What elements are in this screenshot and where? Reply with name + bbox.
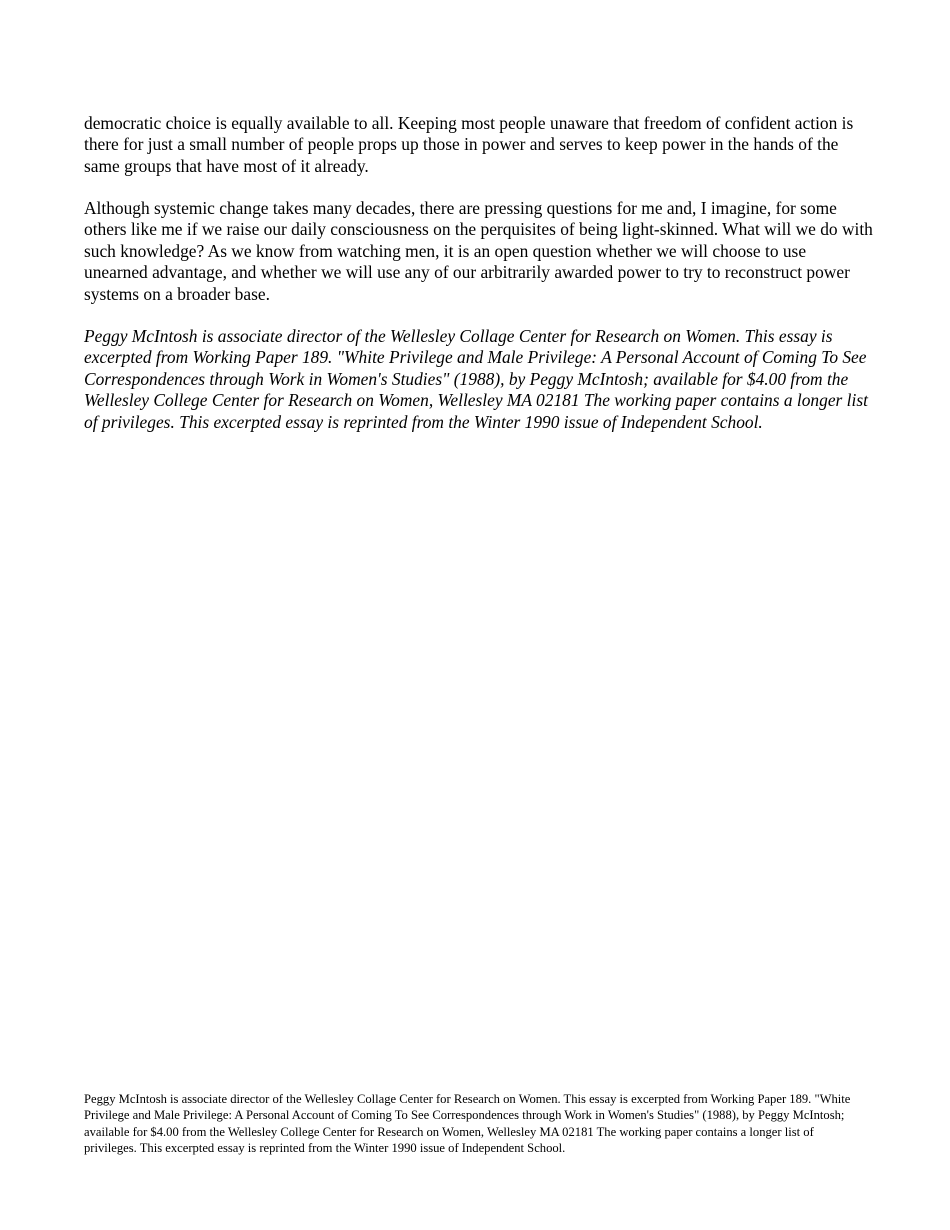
footer-note: Peggy McIntosh is associate director of the Wellesley Collage Center for Research on Women. This essay is excerpted from Working Paper 189. "White Privilege and Male Privilege: A Personal Account of Coming To See Correspondences through Work in Women's Studies" (1988), by Peggy McIntosh; available for $4.00 from the Wellesley College Center for Research on Women, Wellesley MA 02181 The working paper contains a longer list of privileges. This excerpted essay is reprinted from the Winter 1990 issue of Independent School. xyxy=(84,1092,851,1156)
body-paragraph: democratic choice is equally available to all. Keeping most people unaware that freedom of confident action is there for just a small number of people props up those in power and serves to keep power in the hands of the same groups that have most of it already. xyxy=(84,113,854,176)
body-paragraph: Although systemic change takes many decades, there are pressing questions for me and, I imagine, for some others like me if we raise our daily consciousness on the perquisites of being light-skinned. What will we do with such knowledge? As we know from watching men, it is an open question whether we will choose to use unearned advantage, and whether we will use any of our arbitrarily awarded power to try to reconstruct power systems on a broader base. xyxy=(84,198,873,304)
author-note: Peggy McIntosh is associate director of the Wellesley Collage Center for Research on Women. This essay is excerpted from Working Paper 189. "White Privilege and Male Privilege: A Personal Account of Coming To See Correspondences through Work in Women's Studies" (1988), by Peggy McIntosh; available for $4.00 from the Wellesley College Center for Research on Women, Wellesley MA 02181 The working paper contains a longer list of privileges. This excerpted essay is reprinted from the Winter 1990 issue of Independent School. xyxy=(84,326,868,432)
